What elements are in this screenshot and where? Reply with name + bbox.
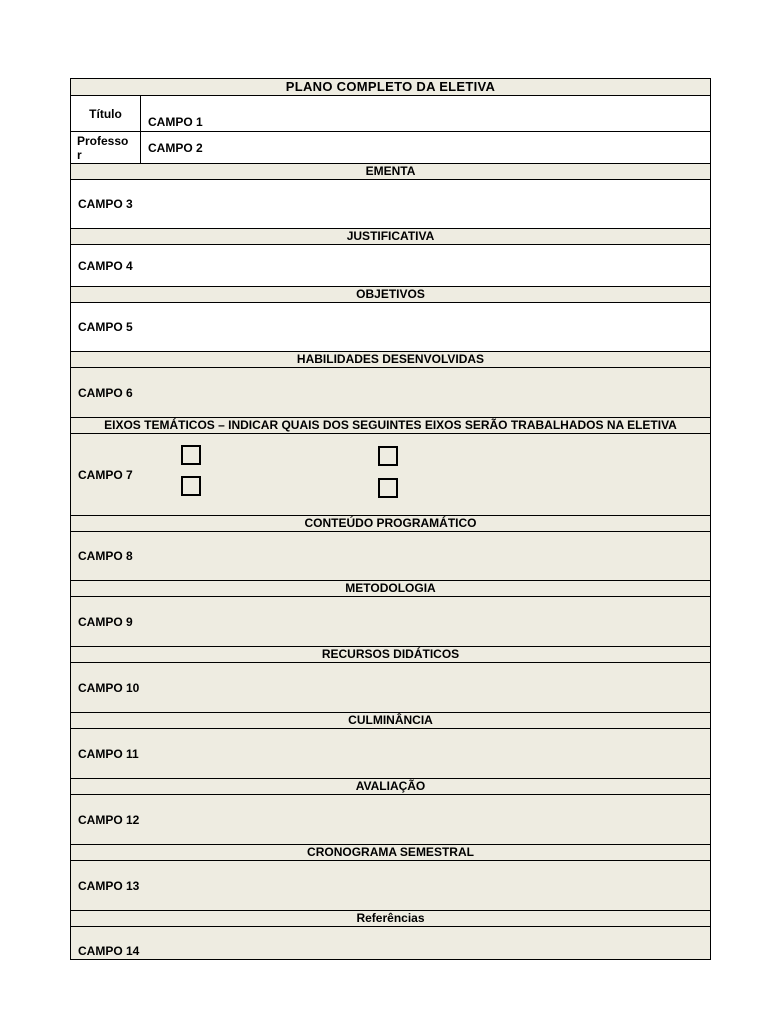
field-cronograma[interactable]: CAMPO 13 <box>71 860 710 910</box>
professor-label: Professo r <box>71 132 141 163</box>
section-header-objetivos: OBJETIVOS <box>71 286 710 302</box>
field-justificativa[interactable]: CAMPO 4 <box>71 244 710 286</box>
section-header-ementa: EMENTA <box>71 163 710 179</box>
field-referencias[interactable]: CAMPO 14 <box>71 926 710 959</box>
eixo-checkbox-1[interactable] <box>181 445 201 465</box>
field-habilidades[interactable]: CAMPO 6 <box>71 367 710 417</box>
eixos-row <box>71 433 710 515</box>
professor-row <box>71 131 710 163</box>
field-culminancia[interactable]: CAMPO 11 <box>71 728 710 778</box>
section-header-metodologia: METODOLOGIA <box>71 580 710 596</box>
field-metodologia[interactable]: CAMPO 9 <box>71 596 710 646</box>
titulo-field[interactable]: CAMPO 1 <box>148 115 203 129</box>
field-avaliacao[interactable]: CAMPO 12 <box>71 794 710 844</box>
professor-field[interactable]: CAMPO 2 <box>148 140 203 155</box>
titulo-row <box>71 95 710 131</box>
field-eixos[interactable]: CAMPO 7 <box>78 467 133 482</box>
section-header-eixos: EIXOS TEMÁTICOS – INDICAR QUAIS DOS SEGUINTES EIXOS SERÃO TRABALHADOS NA ELETIVA <box>71 417 710 433</box>
eixo-checkbox-2[interactable] <box>181 476 201 496</box>
titulo-label: Título <box>71 96 141 131</box>
section-header-avaliacao: AVALIAÇÃO <box>71 778 710 794</box>
field-ementa[interactable]: CAMPO 3 <box>71 179 710 228</box>
field-conteudo[interactable]: CAMPO 8 <box>71 531 710 580</box>
eixo-checkbox-3[interactable] <box>378 446 398 466</box>
eletiva-form <box>70 78 711 960</box>
field-objetivos[interactable]: CAMPO 5 <box>71 302 710 351</box>
section-header-habilidades: HABILIDADES DESENVOLVIDAS <box>71 351 710 367</box>
form-title: PLANO COMPLETO DA ELETIVA <box>71 79 710 95</box>
eixo-checkbox-4[interactable] <box>378 478 398 498</box>
section-header-justificativa: JUSTIFICATIVA <box>71 228 710 244</box>
section-header-recursos: RECURSOS DIDÁTICOS <box>71 646 710 662</box>
section-header-cronograma: CRONOGRAMA SEMESTRAL <box>71 844 710 860</box>
section-header-referencias: Referências <box>71 910 710 926</box>
field-recursos[interactable]: CAMPO 10 <box>71 662 710 712</box>
section-header-conteudo: CONTEÚDO PROGRAMÁTICO <box>71 515 710 531</box>
section-header-culminancia: CULMINÂNCIA <box>71 712 710 728</box>
